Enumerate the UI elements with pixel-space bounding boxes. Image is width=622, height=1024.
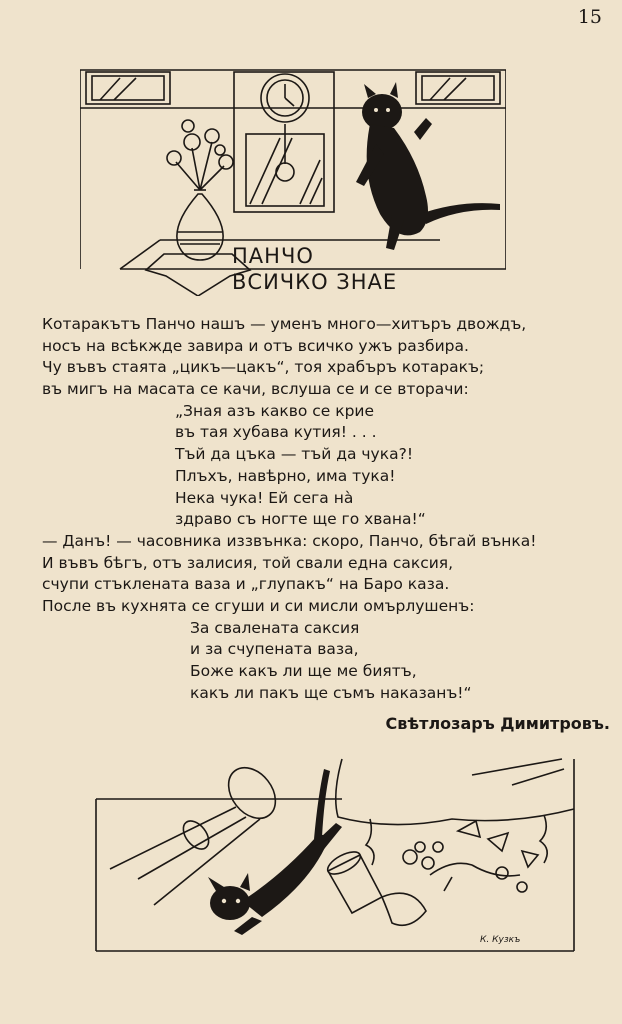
author-name: Свѣтлозаръ Димитровъ. [385, 714, 610, 733]
poem-line: Плъхъ, навѣрно, има тука! [175, 466, 396, 485]
poem-line: носъ на всѣкжде завира и отъ всичко ужъ разбира. [42, 336, 469, 355]
poem [42, 314, 612, 704]
illustrator-signature: К. Кузкъ [480, 935, 521, 945]
poem-line: Тъй да цъка — тъй да чука?! [175, 445, 414, 464]
poem-line: въ мигъ на масата се качи, вслуша се и се вторачи: [42, 380, 469, 399]
poem-line: Боже какъ ли ще ме биятъ, [190, 662, 417, 680]
poem-title [232, 244, 397, 294]
poem-line: — Данъ! — часовника иззвънка: скоро, Панчо, бѣгай вънка! [42, 531, 537, 550]
poem-line: Чу въвъ стаята „цикъ—цакъ“, тоя храбъръ котаракъ; [42, 358, 485, 377]
poem-line: счупи стъклената ваза и „глупакъ“ на Баро каза. [42, 575, 450, 594]
poem-line: Котаракътъ Панчо нашъ — уменъ много—хитъръ двождъ, [42, 315, 527, 333]
poem-line: и за счупената ваза, [190, 640, 359, 659]
page-number: 15 [577, 6, 602, 28]
title-line-1: ПАНЧО [232, 244, 314, 268]
poem-line: какъ ли пакъ ще съмъ наказанъ!“ [190, 683, 472, 702]
poem-line: „Зная азъ какво се крие [175, 401, 375, 420]
poem-line: въ тая хубава кутия! . . . [175, 423, 377, 442]
poem-line: И въвъ бѣгъ, отъ залисия, той свали една саксия, [42, 553, 454, 572]
title-line-2: ВСИЧКО ЗНАЕ [232, 270, 398, 294]
poem-line: Нека чука! Ей сега нà [175, 488, 354, 507]
poem-line: За свалената саксия [190, 618, 360, 637]
poem-line: здраво съ ногте ще го хвана!“ [175, 510, 426, 529]
poem-line: После въ кухнята се сгуши и си мисли омърлушенъ: [42, 596, 475, 615]
bottom-illustration [92, 755, 580, 955]
